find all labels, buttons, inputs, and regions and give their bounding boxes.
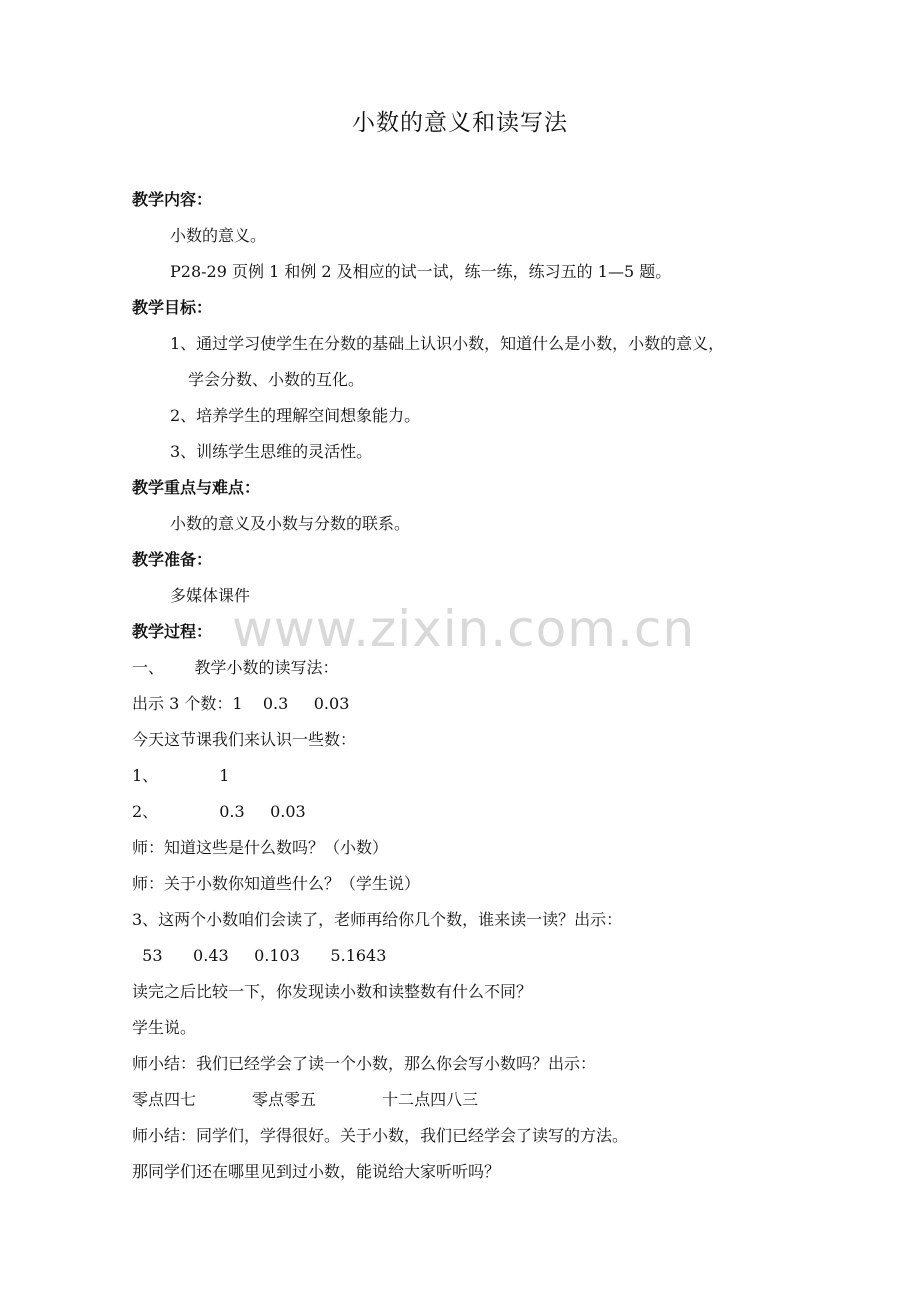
- section-heading: 教学目标：: [132, 298, 213, 317]
- body-line: 那同学们还在哪里见到过小数，能说给大家听听吗？: [132, 1162, 501, 1181]
- section-heading: 教学重点与难点：: [132, 478, 261, 497]
- body-line: 小数的意义及小数与分数的联系。: [170, 514, 411, 533]
- section-heading: 教学内容：: [132, 190, 213, 209]
- body-line: 1、 1: [132, 766, 230, 785]
- body-line: 一、 教学小数的读写法：: [132, 658, 339, 677]
- section-heading: 教学准备：: [132, 550, 213, 569]
- document-title: 小数的意义和读写法: [352, 110, 568, 136]
- body-line: 多媒体课件: [170, 586, 251, 605]
- body-line: 3、训练学生思维的灵活性。: [170, 442, 373, 461]
- body-line: 2、 0.3 0.03: [132, 802, 306, 821]
- body-line: P28-29 页例 1 和例 2 及相应的试一试，练一练，练习五的 1—5 题。: [170, 262, 672, 281]
- body-line: 读完之后比较一下，你发现读小数和读整数有什么不同？: [132, 982, 533, 1001]
- body-line: 3、这两个小数咱们会读了，老师再给你几个数，谁来读一读？出示：: [132, 910, 623, 929]
- body-line: 零点四七 零点零五 十二点四八三: [132, 1090, 479, 1109]
- body-line: 师小结：同学们，学得很好。关于小数，我们已经学会了读写的方法。: [132, 1126, 629, 1145]
- watermark: www.zixin.com.cn: [232, 600, 696, 658]
- body-line: 1、通过学习使学生在分数的基础上认识小数，知道什么是小数，小数的意义，: [170, 334, 725, 353]
- body-line: 师：关于小数你知道些什么？（学生说）: [132, 874, 421, 893]
- body-line: 小数的意义。: [170, 226, 267, 245]
- body-line: 2、培养学生的理解空间想象能力。: [170, 406, 421, 425]
- body-line: 出示 3 个数：1 0.3 0.03: [132, 694, 350, 713]
- body-line: 今天这节课我们来认识一些数：: [132, 730, 357, 749]
- body-line: 53 0.43 0.103 5.1643: [132, 946, 387, 965]
- body-line: 师小结：我们已经学会了读一个小数，那么你会写小数吗？出示：: [132, 1054, 597, 1073]
- body-line: 师：知道这些是什么数吗？（小数）: [132, 838, 389, 857]
- section-heading: 教学过程：: [132, 622, 213, 641]
- body-line: 学生说。: [132, 1018, 197, 1037]
- body-line: 学会分数、小数的互化。: [188, 370, 365, 389]
